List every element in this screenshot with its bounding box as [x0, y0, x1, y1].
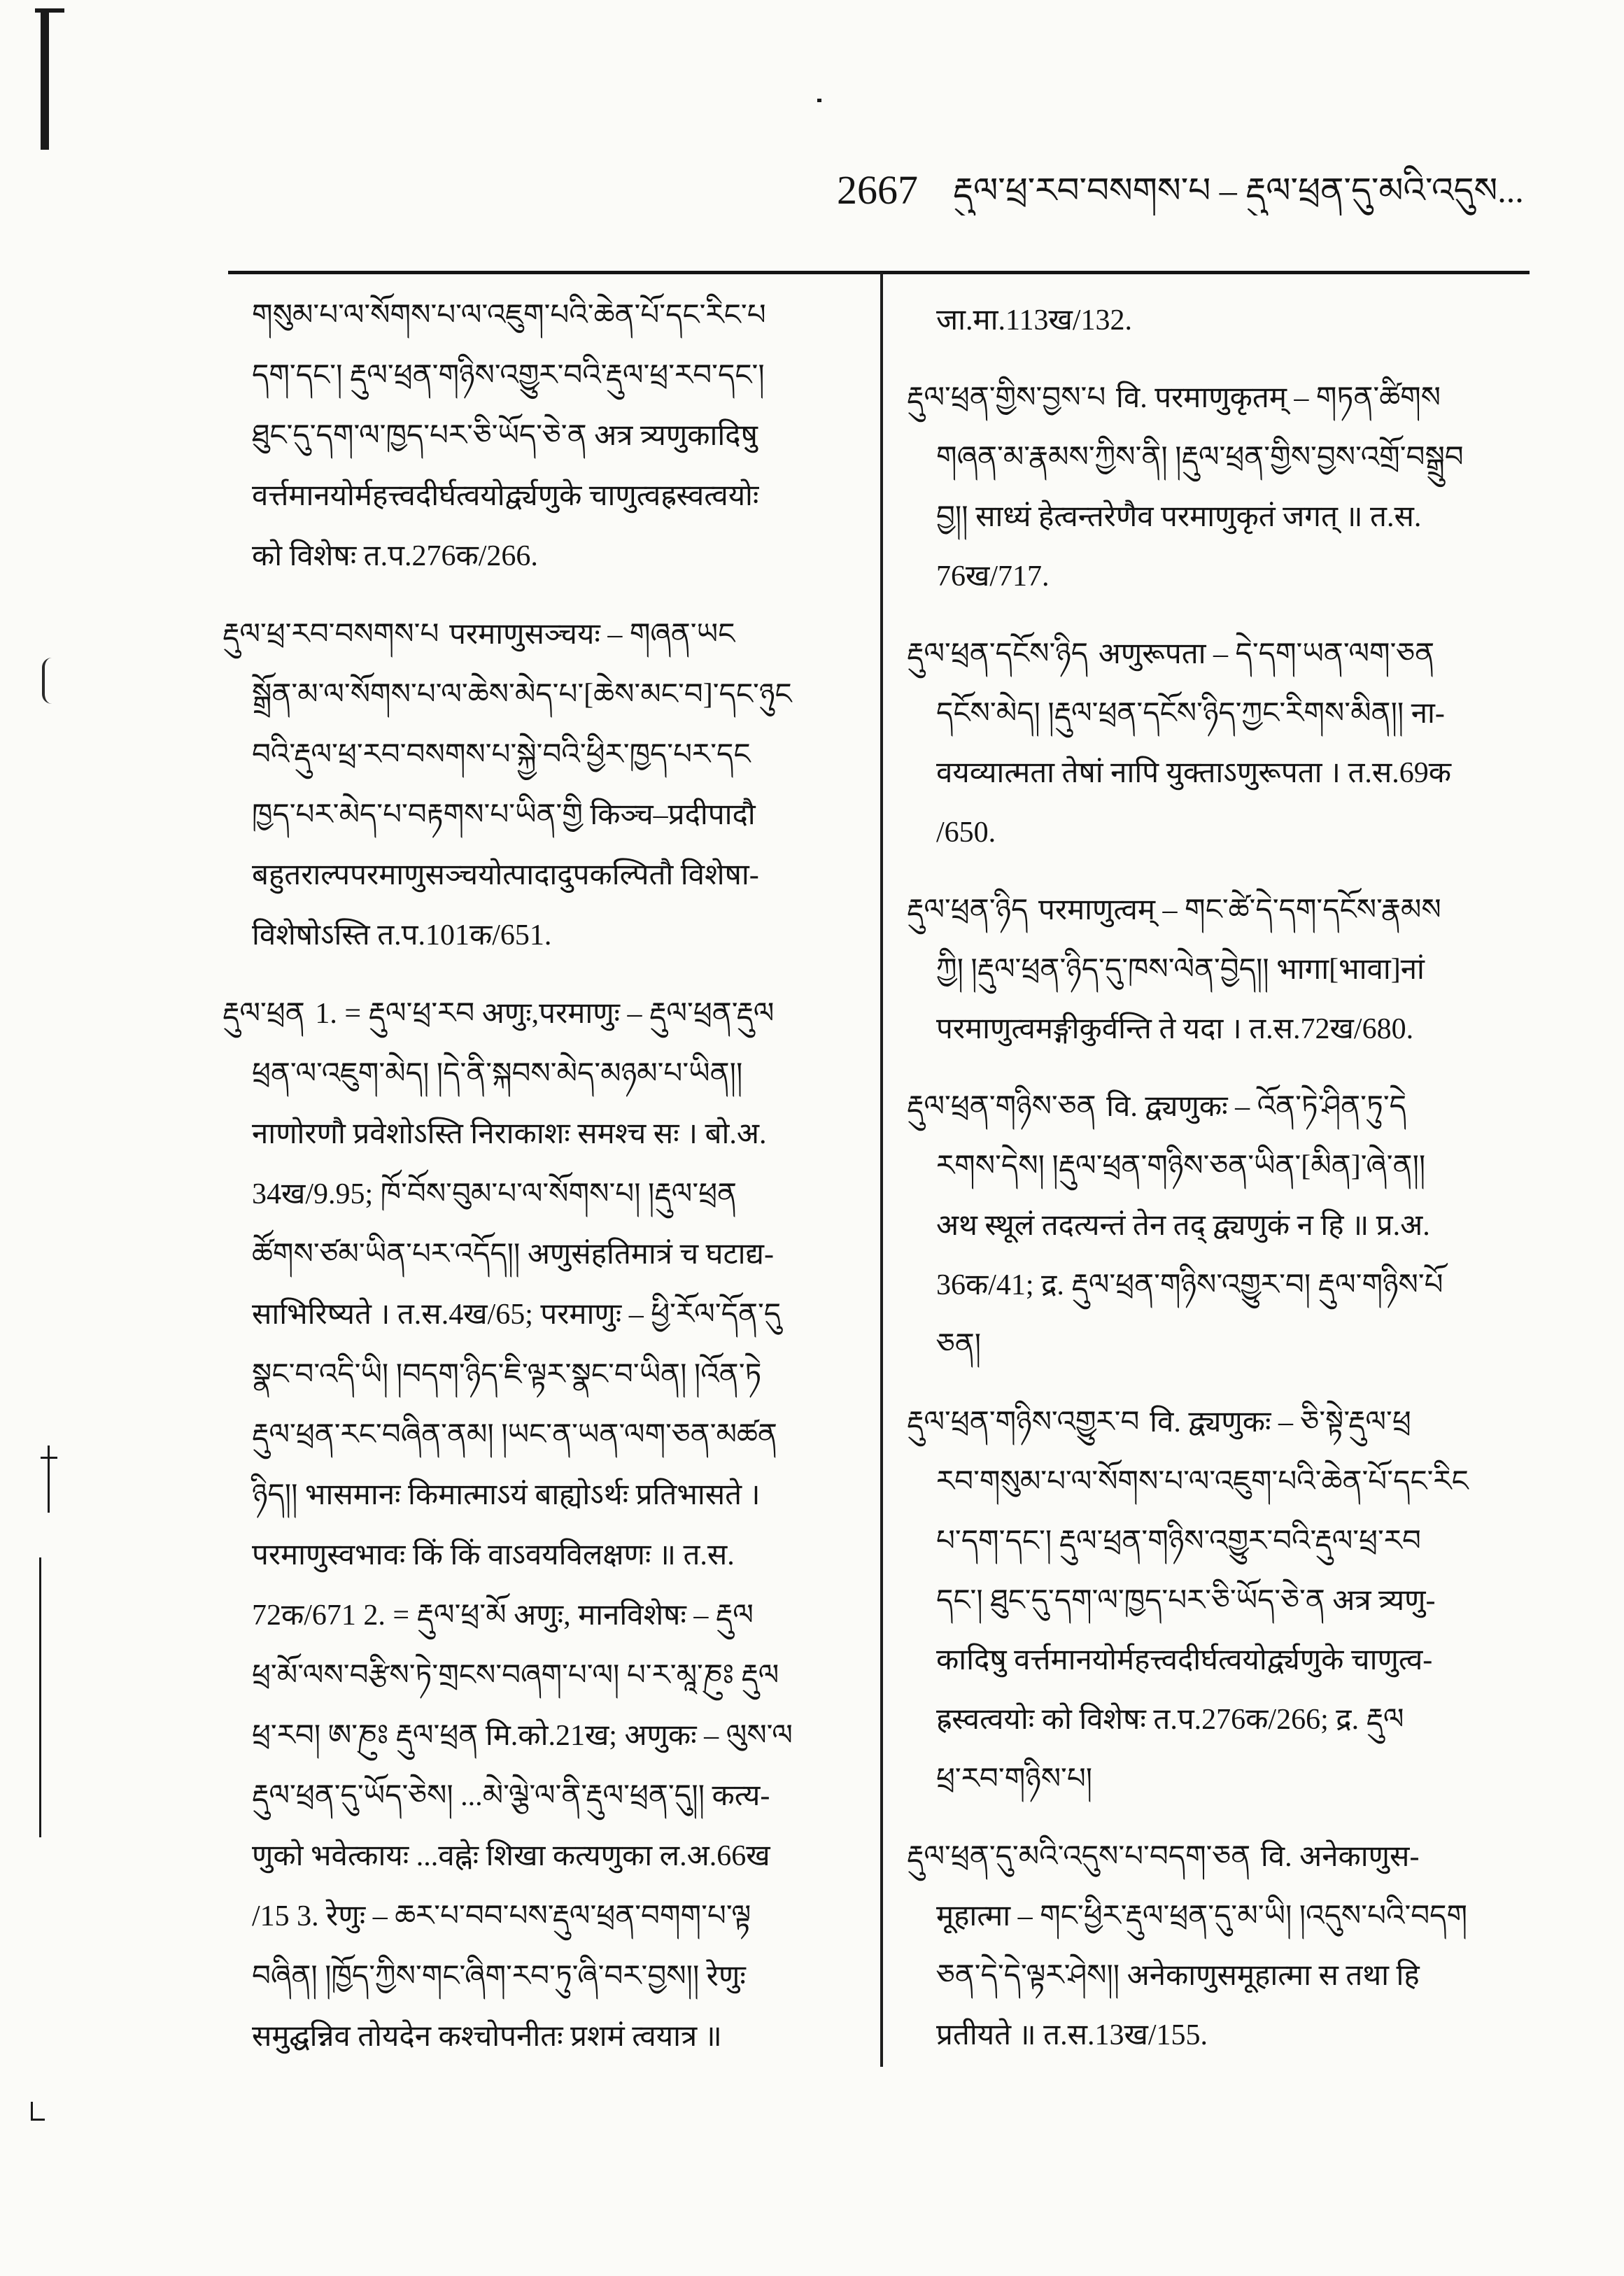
line-wrap: [223, 605, 735, 665]
line-text: སྣང་བ་འདི་ཡི། །བདག་ཉིད་ཇི་ལྟར་སྣང་བ་ཡིན། །འོན་ཏེ: [252, 1359, 762, 1391]
line-text: वि. द्व्यणुकः – ཅི་སྟེ་རྡུལ་ཕྲ: [1150, 1406, 1411, 1439]
line-text: ཕྲ་མོ་ལས་བརྩིས་ཏེ་གྲངས་བཞག་པ་ལ། པ་ར་མཱ་ཎུཿ རྡུལ: [252, 1660, 779, 1692]
line-text: ཚོགས་ཙམ་ཡིན་པར་འདོད།། अणुसंहतिमात्रं च घटाद्य-: [252, 1238, 774, 1271]
line-text: 72क/671 2. = རྡུལ་ཕྲ་མོ अणुः, मानविशेषः – རྡུལ: [252, 1599, 754, 1632]
entry-line: [223, 406, 861, 466]
entry-line: [223, 1224, 861, 1285]
entry-line: [223, 1164, 861, 1224]
line-text: ཕྲ་རབ། ཨ་ཎུཿ རྡུལ་ཕྲན मि.को.21ख; अणुकः – ལུས་ལ: [252, 1720, 793, 1752]
entry-line: [223, 346, 861, 406]
dictionary-entry: [907, 1077, 1537, 1375]
entry-line: [907, 744, 1537, 803]
entry-line: [223, 1585, 861, 1646]
entry-continuation: [907, 291, 1537, 351]
line-text: वयव्यात्मता तेषां नापि युक्ताऽणुरूपता । त.स.69क: [936, 757, 1452, 789]
line-wrap: [907, 1828, 1419, 1887]
entry-line: [223, 1706, 861, 1766]
entry-line: [223, 1826, 861, 1886]
line-text: वि. अनेकाणुस-: [1260, 1841, 1420, 1873]
entry-line: [223, 285, 861, 346]
line-text: ཐུང་དུ་དག་ལ་ཁྱད་པར་ཅི་ཡོད་ཅེ་ན अत्र त्र्यणुकादिषु: [252, 420, 758, 452]
line-text: /650.: [936, 817, 996, 849]
entry-line: [223, 1345, 861, 1405]
scan-artifact-dot: [817, 99, 821, 102]
entry-line: [223, 665, 861, 725]
dictionary-entry: [907, 369, 1537, 607]
dictionary-entry: [907, 1393, 1537, 1809]
line-text: ཅན་དེ་དེ་ལྟར་ཤེས།། अनेकाणुसमूहात्मा स तथा हि: [936, 1960, 1420, 1992]
entry-line: [907, 2006, 1537, 2065]
line-text: ཕྲ་རབ་གཉིས་པ།: [936, 1763, 1093, 1795]
entry-first-line: [907, 881, 1537, 940]
entry-line: [223, 1044, 861, 1104]
running-head-text: རྡུལ་ཕྲ་རབ་བསགས་པ – རྡུལ་ཕྲན་དུ་མའི་འདུས...: [953, 171, 1524, 210]
line-text: པ་དག་དང་། རྡུལ་ཕྲན་གཉིས་འགྱུར་བའི་རྡུལ་ཕྲ་རབ: [936, 1525, 1421, 1557]
headword: རྡུལ་ཕྲན་དུ་མའི་འདུས་པ་བདག་ཅན: [907, 1841, 1251, 1873]
line-text: कादिषु वर्त्तमानयोर्महत्त्वदीर्घत्वयोर्द्व्यणुके चाणुत्व-: [936, 1644, 1433, 1676]
line-text: རྡུལ་ཕྲན་དུ་ཡོད་ཅེས། ...མེ་ལྕེ་ལ་ནི་རྡུལ་ཕྲན་དུ།། कत्य-: [252, 1780, 770, 1812]
entry-first-line: [907, 1828, 1537, 1887]
line-text: ཕྲན་ལ་འཇུག་མེད། །དེ་ནི་སྐབས་མེད་མཉམ་པ་ཡིན།།: [252, 1058, 743, 1090]
headword: རྡུལ་ཕྲན་དངོས་ཉིད: [907, 638, 1089, 670]
scan-artifact-corner-h: [31, 2119, 45, 2121]
scan-artifact-mark: [48, 1446, 50, 1513]
line-text: བཞིན། །ཁྱོད་ཀྱིས་གང་ཞིག་རབ་ཏུ་ཞི་བར་བྱས།། रेणुः: [252, 1960, 746, 1993]
line-text: साभिरिष्यते । त.स.4ख/65; परमाणुः – ཕྱི་རོལ་དོན་དུ: [252, 1299, 782, 1331]
dictionary-entry: [223, 984, 861, 2067]
entry-line: [223, 466, 861, 526]
headword: རྡུལ་ཕྲན་གྱིས་བྱས་པ: [907, 382, 1106, 414]
entry-first-line: [907, 1077, 1537, 1137]
line-text: परमाणुस्वभावः किं किं वाऽवयविलक्षणः ॥ त.स.: [252, 1539, 735, 1571]
line-text: གཞན་མ་རྣམས་ཀྱིས་ནི། །རྡུལ་ཕྲན་གྱིས་བྱས་འགྲོ་བསྒྲུབ: [936, 441, 1464, 474]
headword: རྡུལ་ཕྲན་གཉིས་འགྱུར་བ: [907, 1406, 1140, 1439]
line-text: རགས་དེས། །རྡུལ་ཕྲན་གཉིས་ཅན་ཡིན་[མིན]་ཞེ་ན།།: [936, 1150, 1426, 1182]
line-text: 76ख/717.: [936, 560, 1050, 593]
entry-first-line: [907, 369, 1537, 428]
line-text: རབ་གསུམ་པ་ལ་སོགས་པ་ལ་འཇུག་པའི་ཆེན་པོ་དང་རིང: [936, 1466, 1469, 1498]
entry-line: [907, 1946, 1537, 2006]
dictionary-entry: [907, 1828, 1537, 2065]
entry-line: [223, 725, 861, 785]
line-text: ཀྱི། །རྡུལ་ཕྲན་ཉིད་དུ་ཁས་ལེན་བྱེད།། भागा[भावा]नां: [936, 954, 1425, 986]
line-text: དངོས་མེད། །རྡུལ་ཕྲན་དངོས་ཉིད་ཀྱང་རིགས་མིན།། ना-: [936, 698, 1445, 730]
scan-artifact-brace: [42, 658, 56, 704]
entry-line: [223, 2007, 861, 2067]
line-text: णुको भवेत्कायः ...वह्नेः शिखा कत्यणुका ल.अ.66ख: [252, 1840, 770, 1872]
entry-line: [223, 526, 861, 586]
entry-line: [223, 1946, 861, 2007]
entry-line: [907, 1137, 1537, 1196]
scan-artifact-corner-v: [31, 2102, 33, 2120]
right-column: [907, 291, 1537, 2065]
entry-line: [907, 1000, 1537, 1059]
line-text: བའི་རྡུལ་ཕྲ་རབ་བསགས་པ་སྐྱེ་བའི་ཕྱིར་ཁྱད་པར་དང: [252, 739, 751, 771]
dictionary-entry: [223, 605, 861, 966]
entry-line: [907, 1690, 1537, 1750]
line-text: /15 3. रेणुः – ཆར་པ་བབ་པས་རྡུལ་ཕྲན་བགག་པ་ལྟ: [252, 1900, 751, 1932]
entry-first-line: [223, 605, 861, 665]
line-text: को विशेषः त.प.276क/266.: [252, 540, 538, 572]
line-text: परमाणुत्वम् – གང་ཚེ་དེ་དག་དངོས་རྣམས: [1038, 894, 1441, 926]
entry-continuation: [223, 285, 861, 586]
entry-line: [223, 1104, 861, 1164]
header-rule: [228, 271, 1530, 274]
entry-line: [907, 803, 1537, 863]
entry-line: [907, 1887, 1537, 1946]
left-column: [223, 285, 861, 2067]
scan-artifact-mark-tick: [41, 1457, 57, 1459]
line-text: 34ख/9.95; ཁོ་བོས་བུམ་པ་ལ་སོགས་པ། །རྡུལ་ཕྲན: [252, 1178, 737, 1210]
line-text: ཅན།: [936, 1329, 982, 1361]
entry-line: [223, 1465, 861, 1525]
scan-artifact-top-bar: [41, 10, 49, 150]
headword: རྡུལ་ཕྲ་རབ་བསགས་པ: [223, 619, 439, 651]
line-text: བྱ།། साध्यं हेत्वन्तरेणैव परमाणुकृतं जगत् ॥ त.स.: [936, 501, 1422, 533]
entry-line: [907, 1256, 1537, 1315]
entry-line: [907, 1196, 1537, 1256]
dictionary-entry: [907, 625, 1537, 863]
line-text: རྡུལ་ཕྲན་རང་བཞིན་ནམ། །ཡང་ན་ཡན་ལག་ཅན་མཚན: [252, 1419, 777, 1451]
line-text: 36क/41; द्र. རྡུལ་ཕྲན་གཉིས་འགྱུར་བ། རྡུལ་གཉིས་པོ: [936, 1269, 1443, 1301]
headword: རྡུལ་ཕྲན་ཉིད: [907, 894, 1029, 926]
entry-line: [223, 1285, 861, 1345]
line-text: अथ स्थूलं तदत्यन्तं तेन तद् द्व्यणुकं न हि ॥ प्र.अ.: [936, 1210, 1430, 1242]
entry-line: [907, 1315, 1537, 1375]
line-text: དག་དང་། རྡུལ་ཕྲན་གཉིས་འགྱུར་བའི་རྡུལ་ཕྲ་རབ་དང་།: [252, 360, 765, 392]
scan-artifact-edge-line: [39, 1557, 41, 1837]
entry-line: [907, 940, 1537, 1000]
line-text: विशेषोऽस्ति त.प.101क/651.: [252, 919, 552, 952]
entry-line: [223, 1525, 861, 1585]
entry-first-line: [907, 625, 1537, 684]
line-text: དང་། ཐུང་དུ་དག་ལ་ཁྱད་པར་ཅི་ཡོད་ཅེ་ན अत्र त्र्यणु-: [936, 1585, 1436, 1617]
entry-line: [907, 488, 1537, 547]
line-wrap: [907, 1077, 1406, 1137]
line-text: वर्त्तमानयोर्महत्त्वदीर्घत्वयोर्द्व्यणुके चाणुत्वह्रस्वत्वयोः: [252, 480, 759, 512]
line-text: ह्रस्वत्वयोः को विशेषः त.प.276क/266; द्र. རྡུལ: [936, 1704, 1404, 1736]
running-head: [953, 165, 1537, 215]
entry-line: [907, 684, 1537, 744]
entry-first-line: [223, 984, 861, 1044]
entry-line: [907, 1512, 1537, 1571]
line-wrap: [907, 625, 1434, 684]
line-text: परमाणुसञ्चयः – གཞན་ཡང: [449, 619, 735, 651]
page-number: 2667: [837, 167, 918, 213]
entry-line: [223, 1405, 861, 1465]
column-divider: [880, 272, 883, 2067]
entry-first-line: [907, 1393, 1537, 1452]
line-text: बहुतराल्पपरमाणुसञ्चयोत्पादादुपकल्पितौ विशेषा-: [252, 859, 759, 891]
line-text: समुद्घन्निव तोयदेन कश्चोपनीतः प्रशमं त्वयात्र ॥: [252, 2021, 722, 2053]
entry-line: [907, 547, 1537, 607]
line-wrap: [223, 984, 774, 1044]
line-text: 1. = རྡུལ་ཕྲ་རབ अणुः,परमाणुः – རྡུལ་ཕྲན་རྡུལ: [315, 998, 775, 1030]
entry-line: [907, 1452, 1537, 1512]
line-wrap: [907, 1393, 1411, 1452]
line-text: नाणोरणौ प्रवेशोऽस्ति निराकाशः समश्च सः । बो.अ.: [252, 1118, 767, 1150]
line-text: སྒྲོན་མ་ལ་སོགས་པ་ལ་ཆེས་མེད་པ་[ཆེས་མང་བ]་དང་ཉུང: [252, 679, 792, 711]
entry-line: [223, 1646, 861, 1706]
line-text: ཉིད།། भासमानः किमात्माऽयं बाह्योऽर्थः प्रतिभासते ।: [252, 1479, 761, 1511]
line-text: वि. परमाणुकृतम् – གཏན་ཚིགས: [1116, 382, 1441, 414]
line-text: प्रतीयते ॥ त.स.13ख/155.: [936, 2019, 1208, 2051]
headword: རྡུལ་ཕྲན་གཉིས་ཅན: [907, 1091, 1096, 1123]
line-wrap: [907, 369, 1441, 428]
dictionary-entry: [907, 881, 1537, 1059]
entry-line: [907, 1631, 1537, 1690]
entry-line: [907, 291, 1537, 351]
line-text: གསུམ་པ་ལ་སོགས་པ་ལ་འཇུག་པའི་ཆེན་པོ་དང་རིང་པ: [252, 299, 766, 332]
line-text: ཁྱད་པར་མེད་པ་བརྟགས་པ་ཡིན་གྱི किञ्च–प्रदीपादौ: [252, 799, 756, 831]
line-text: जा.मा.113ख/132.: [936, 304, 1133, 337]
entry-line: [223, 845, 861, 905]
headword: རྡུལ་ཕྲན: [223, 998, 305, 1030]
entry-line: [907, 1571, 1537, 1631]
line-text: परमाणुत्वमङ्गीकुर्वन्ति ते यदा । त.स.72ख/680.: [936, 1013, 1414, 1045]
entry-line: [907, 1750, 1537, 1809]
entry-line: [223, 785, 861, 845]
scan-artifact-top-tick: [35, 8, 64, 13]
entry-line: [223, 1886, 861, 1946]
line-text: वि. द्व्यणुकः – འོན་ཏེ་ཤིན་ཏུ་དེ: [1106, 1091, 1406, 1123]
line-text: अणुरूपता – དེ་དག་ཡན་ལག་ཅན: [1098, 638, 1435, 670]
entry-line: [907, 428, 1537, 488]
entry-line: [223, 905, 861, 966]
line-wrap: [907, 881, 1441, 940]
line-text: मूहात्मा – གང་ཕྱིར་རྡུལ་ཕྲན་དུ་མ་ཡི། །འདུས་པའི་བདག: [936, 1900, 1468, 1932]
entry-line: [223, 1766, 861, 1826]
